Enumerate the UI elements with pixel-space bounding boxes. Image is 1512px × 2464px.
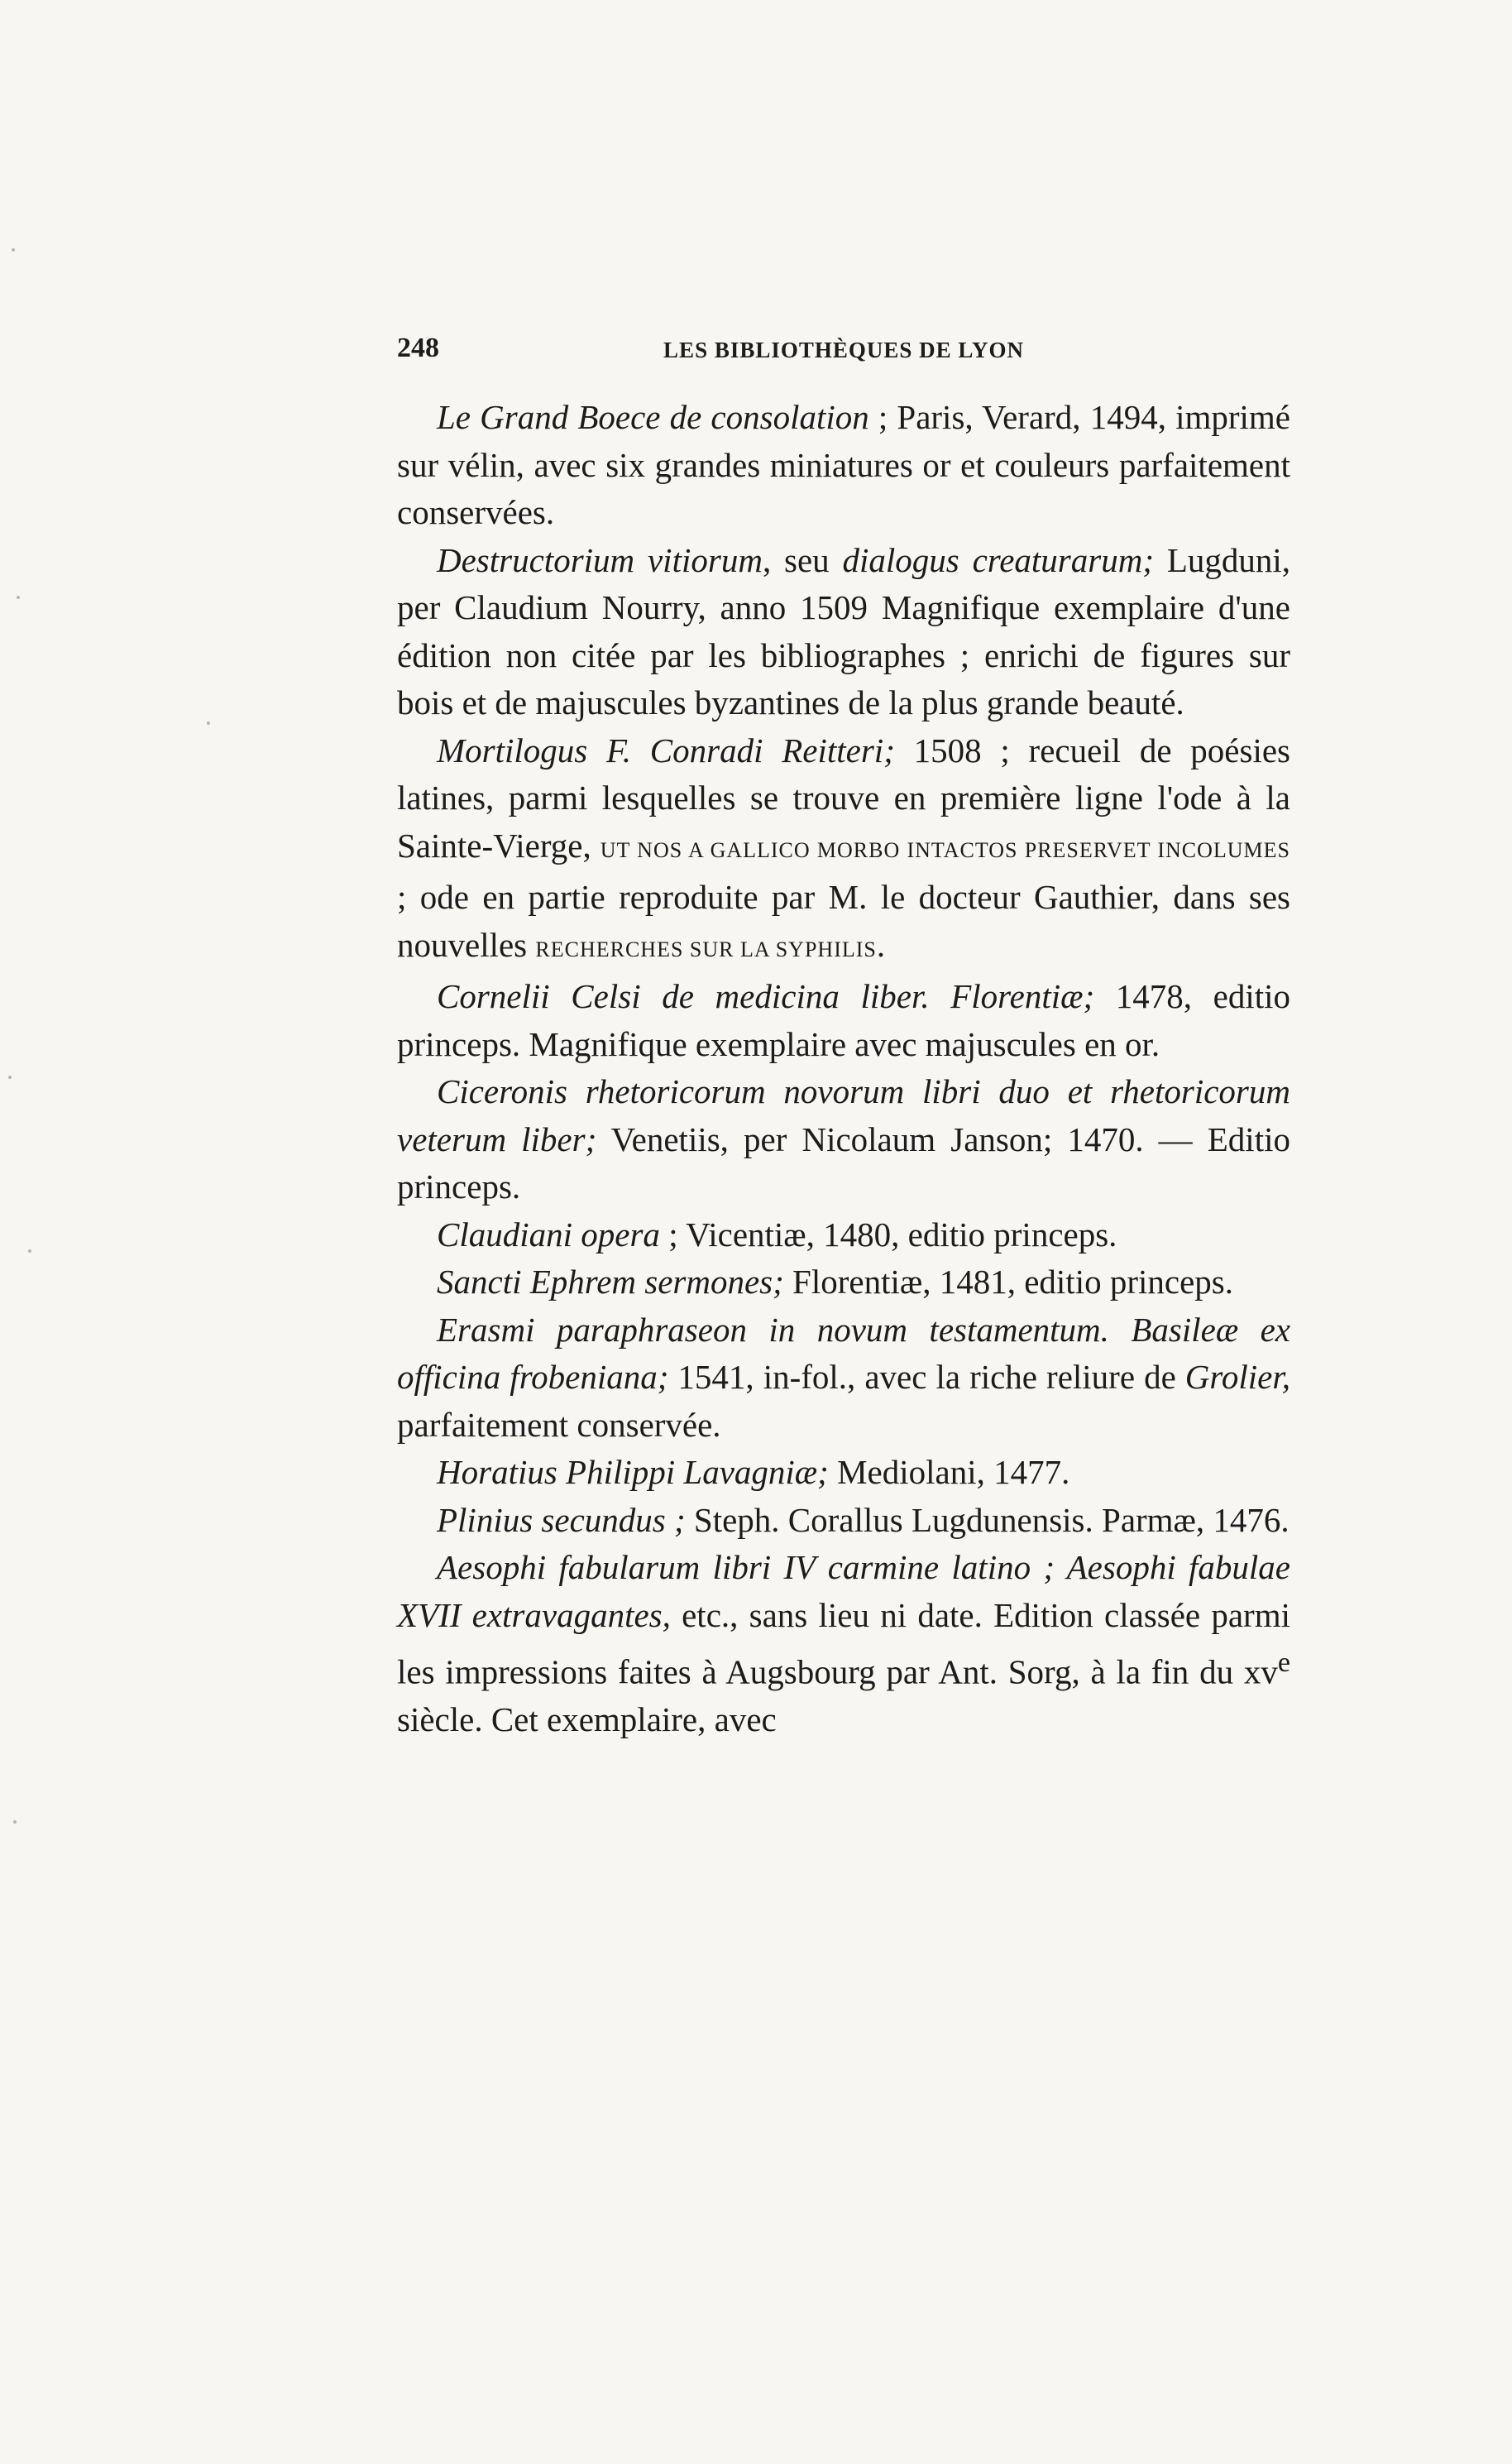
entry-claudiani bbox=[397, 1211, 1290, 1259]
entry-title: Claudiani opera bbox=[437, 1215, 660, 1254]
entry-small-caps: RECHERCHES SUR LA SYPHILIS bbox=[535, 937, 877, 961]
entry-title: Sancti Ephrem sermones; bbox=[437, 1263, 784, 1301]
entry-text: 1508 ; recueil de poésies latines, parmi lesquelles se trouve en première ligne l'ode à la Sainte-Vierge, bbox=[397, 731, 1290, 865]
entry-title: Erasmi paraphraseon in novum testamentum. Basileæ ex officina frobeniana; bbox=[397, 1310, 1290, 1396]
entry-title-secondary: dialogus creaturarum; bbox=[842, 540, 1154, 579]
entry-title: Plinius secundus ; bbox=[437, 1500, 686, 1539]
entry-text: Venetiis, per Nicolaum Janson; 1470. — Editio princeps. bbox=[397, 1119, 1290, 1206]
entry-small-caps: UT NOS A GALLICO MORBO INTACTOS PRESERVET INCOLUMES bbox=[600, 837, 1290, 862]
entry-mortilogus bbox=[397, 727, 1290, 974]
entry-text: , seu bbox=[762, 540, 843, 579]
entry-title: Cornelii Celsi de medicina liber. Florentiæ; bbox=[437, 977, 1095, 1015]
page-header bbox=[397, 333, 1290, 377]
entry-aesophi bbox=[397, 1544, 1290, 1744]
entry-text: ; ode en partie reproduite par M. le docteur Gauthier, dans ses nouvelles bbox=[397, 878, 1290, 964]
entry-plinius bbox=[397, 1497, 1290, 1545]
entry-text: 1541, in-fol., avec la riche reliure de bbox=[668, 1358, 1185, 1396]
entry-text: etc., sans lieu ni date. Edition classée parmi les impressions faites à Augsbourg par Ant. Sorg, à la fin du xv bbox=[397, 1595, 1290, 1691]
entry-text: Mediolani, 1477. bbox=[828, 1453, 1070, 1491]
entry-text: Florentiæ, 1481, editio princeps. bbox=[783, 1263, 1233, 1301]
entry-erasmi bbox=[397, 1306, 1290, 1450]
running-title: LES BIBLIOTHÈQUES DE LYON bbox=[663, 338, 1024, 362]
scan-speck bbox=[17, 596, 20, 599]
entry-text: siècle. Cet exemplaire, avec bbox=[397, 1700, 777, 1739]
page-text-block bbox=[397, 333, 1290, 1744]
scan-speck bbox=[28, 1249, 31, 1253]
entry-title: Le Grand Boece de consolation bbox=[437, 398, 869, 436]
page-number: 248 bbox=[397, 333, 439, 363]
entry-title: Horatius Philippi Lavagniæ; bbox=[437, 1453, 829, 1491]
entry-boece bbox=[397, 394, 1290, 537]
entry-destructorium bbox=[397, 537, 1290, 727]
entry-title: Ciceronis rhetoricorum novorum libri duo et rhetoricorum veterum liber; bbox=[397, 1072, 1290, 1158]
entry-title: Mortilogus F. Conradi Reitteri; bbox=[437, 731, 895, 769]
entry-title: Aesophi fabularum libri IV carmine latino ; Aesophi fabulae XVII extravagantes, bbox=[397, 1548, 1290, 1634]
scan-speck bbox=[13, 1820, 17, 1824]
entry-text: . bbox=[876, 925, 886, 964]
entry-ciceronis bbox=[397, 1068, 1290, 1211]
entry-text: Steph. Corallus Lugdunensis. Parmæ, 1476. bbox=[685, 1500, 1290, 1539]
entry-ephrem bbox=[397, 1258, 1290, 1306]
entry-text: ; Vicentiæ, 1480, editio princeps. bbox=[659, 1215, 1117, 1254]
entry-superscript: e bbox=[1277, 1647, 1290, 1678]
entry-text: ; Paris, Verard, 1494, imprimé sur vélin, avec six grandes miniatures or et couleurs parfaitement conservées. bbox=[397, 398, 1290, 531]
entry-text: parfaitement conservée. bbox=[397, 1405, 721, 1444]
entry-title-secondary: Grolier, bbox=[1184, 1358, 1290, 1396]
scan-speck bbox=[8, 1076, 12, 1079]
entry-text: Lugduni, per Claudium Nourry, anno 1509 Magnifique exemplaire d'une édition non citée par les bibliographes ; enrichi de figures sur bois et de majuscules byzantines de la plus grande beauté. bbox=[397, 540, 1291, 721]
scan-speck bbox=[207, 721, 210, 725]
entry-celsi bbox=[397, 973, 1290, 1068]
entry-text: 1478, editio princeps. Magnifique exemplaire avec majuscules en or. bbox=[397, 977, 1290, 1063]
entry-horatius bbox=[397, 1449, 1290, 1497]
entry-title: Destructorium vitiorum bbox=[437, 540, 763, 579]
scan-speck bbox=[12, 248, 15, 252]
